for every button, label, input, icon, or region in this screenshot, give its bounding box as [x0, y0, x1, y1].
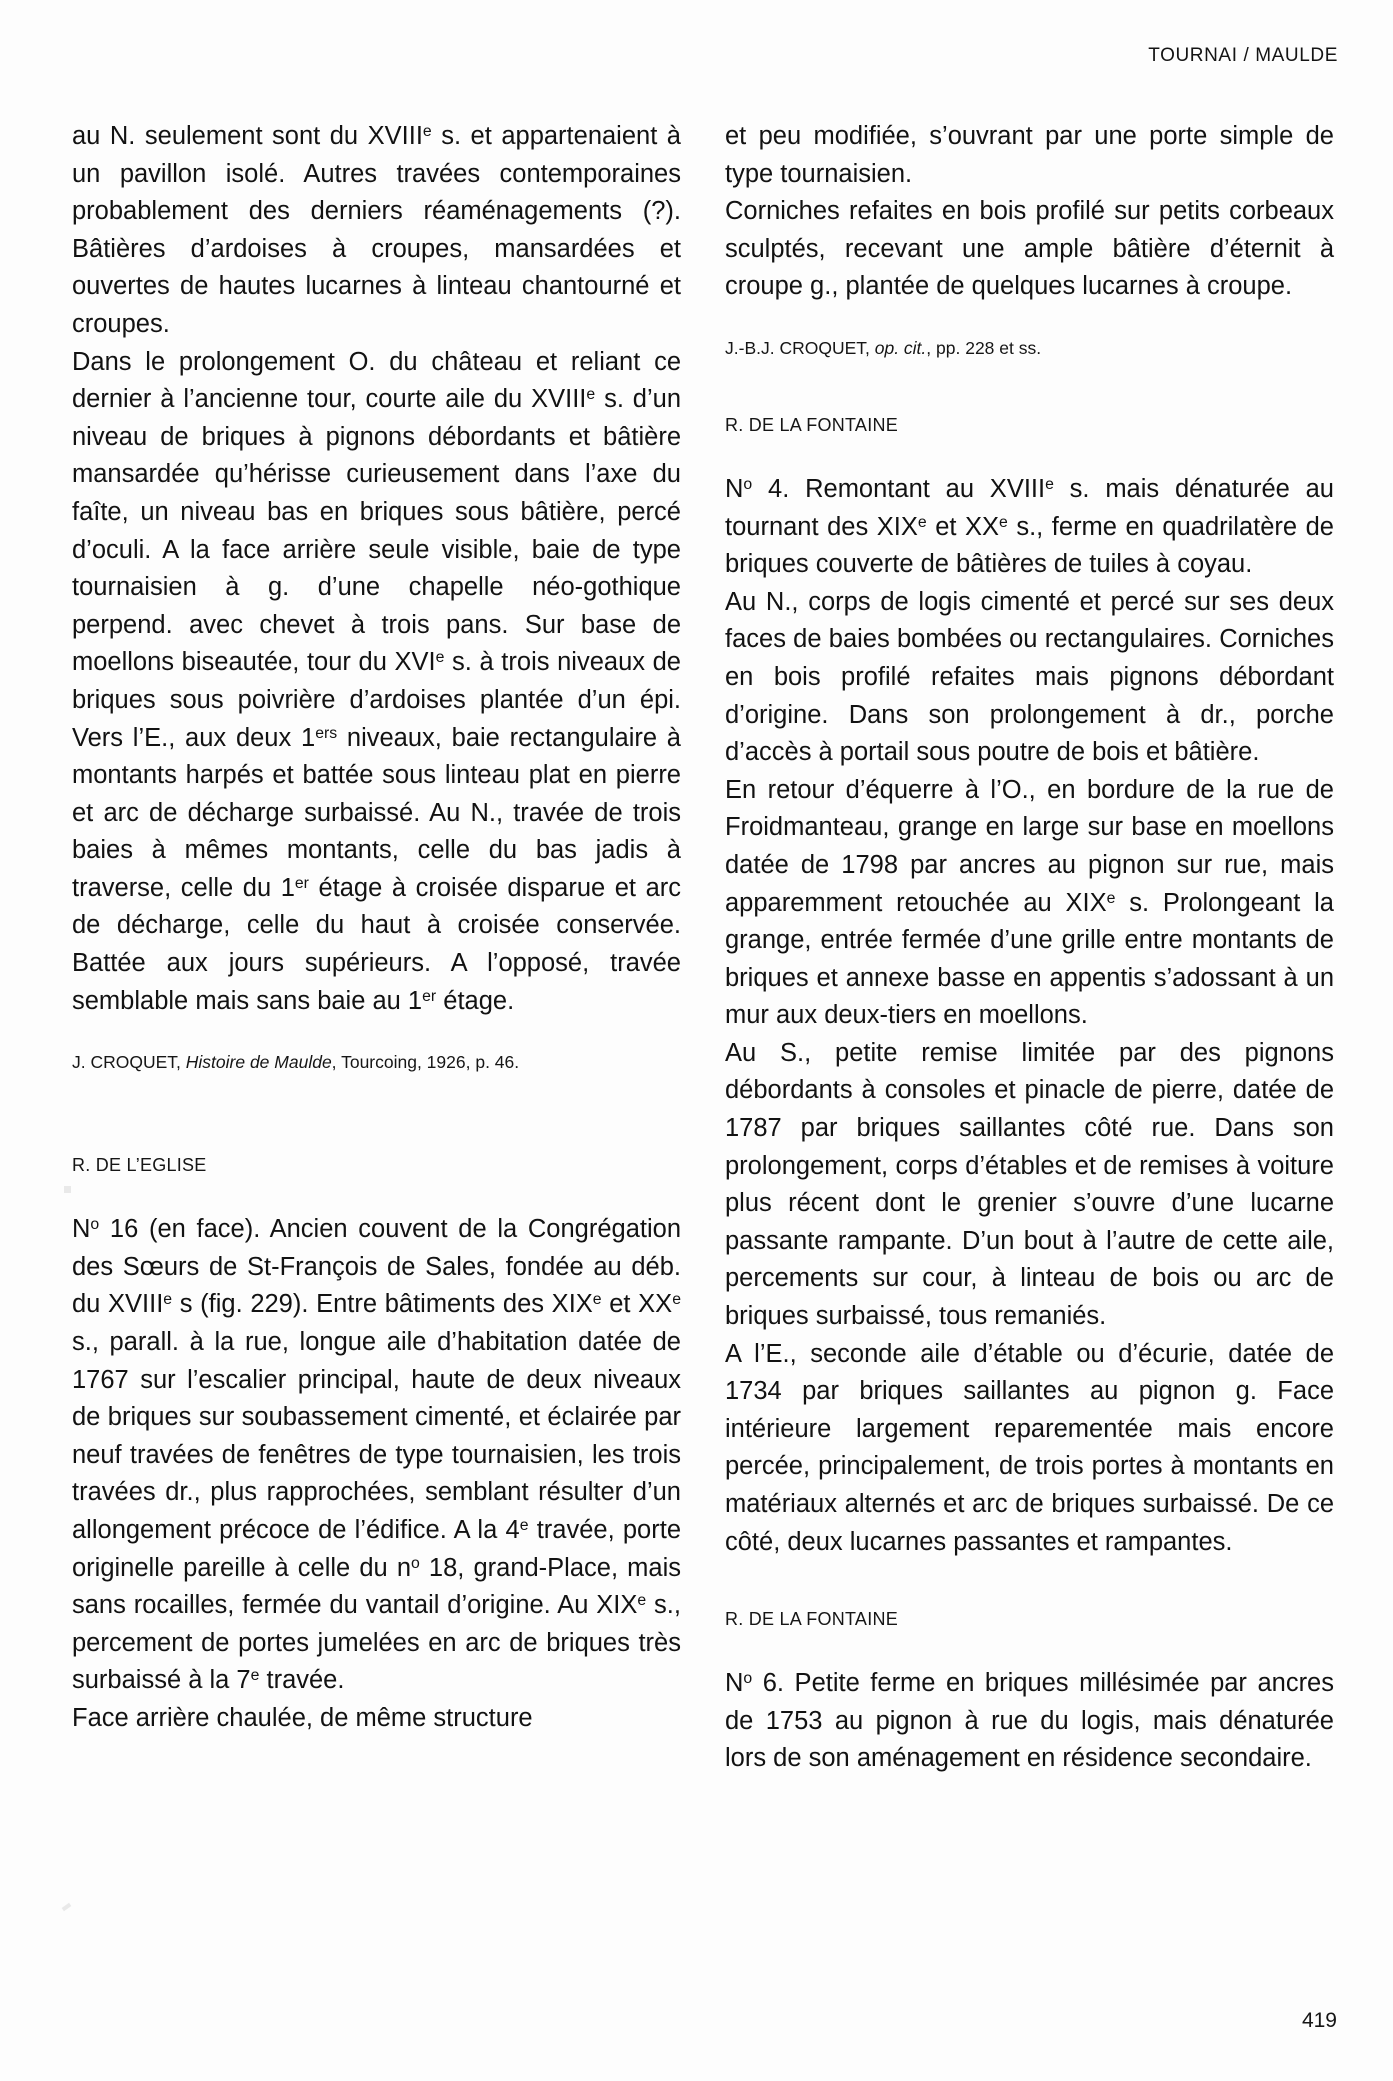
- scan-speckle: [64, 1186, 71, 1193]
- spacer: [725, 361, 1334, 387]
- paragraph: En retour d’équerre à l’O., en bordure de la rue de Froidmanteau, grange en large sur base en moellons datée de 1798 par ancres au pignon sur rue, mais apparemment retouchée au XIXe s. Prolongeant la grange, entrée fermée d’une grille entre montants de briques et annexe basse en appentis s’adossant à un mur aux deux-tiers en moellons.: [725, 775, 1334, 1030]
- spacer: [72, 1177, 681, 1211]
- street-heading: R. DE LA FONTAINE: [725, 1609, 898, 1630]
- spacer: [725, 1631, 1334, 1665]
- spacer: [725, 306, 1334, 336]
- spacer: [725, 437, 1334, 471]
- spacer: [72, 1075, 681, 1153]
- left-column: [72, 118, 681, 1778]
- page-number: 419: [1301, 2009, 1337, 2032]
- scan-speckle: [62, 1903, 72, 1911]
- source-citation: J.-B.J. CROQUET, op. cit., pp. 228 et ss.: [725, 337, 1042, 358]
- paragraph: et peu modifiée, s’ouvrant par une porte simple de type tournaisien.: [725, 122, 1334, 188]
- paragraph: A l’E., seconde aile d’étable ou d’écurie, datée de 1734 par briques saillantes au pignon g. Face intérieure largement reparementée mais encore percée, principalement, de trois portes à montants en matériaux alternés et arc de briques surbaissé. De ce côté, deux lucarnes passantes et rampantes.: [725, 1339, 1334, 1556]
- spacer: [72, 1020, 681, 1050]
- paragraph: $N^o$ 4. Remontant au XVIIIe s. mais dénaturée au tournant des XIXe et XXe s., ferme en quadrilatère de briques couverte de bâtières de tuiles à coyau.: [725, 474, 1334, 579]
- street-heading: R. DE LA FONTAINE: [725, 414, 898, 435]
- paragraph: Au S., petite remise limitée par des pignons débordants à consoles et pinacle de pierre, datée de 1787 par briques saillantes côté rue. Dans son prolongement, corps d’étables et de remises à voiture plus récent dont le grenier s’ouvre d’une lucarne passante rampante. D’un bout à l’autre de cette aile, percements sur cour, à linteau de bois ou arc de briques surbaissé, tous remaniés.: [725, 1038, 1334, 1331]
- paragraph: Au N., corps de logis cimenté et percé sur ses deux faces de baies bombées ou rectangulaires. Corniches en bois profilé refaites mais pignons débordant d’origine. Dans son prolongement à dr., porche d’accès à portail sous poutre de bois et bâtière.: [725, 587, 1334, 767]
- paragraph: au N. seulement sont du XVIIIe s. et appartenaient à un pavillon isolé. Autres travées contemporaines probablement des derniers réaménagements (?). Bâtières d’ardoises à croupes, mansardées et ouvertes de hautes lucarnes à linteau chantourné et croupes.: [72, 122, 681, 338]
- spacer: [725, 387, 1334, 413]
- two-column-body: [72, 118, 1334, 1778]
- paragraph: $N^o$ 6. Petite ferme en briques millésimée par ancres de 1753 au pignon à rue du logis, mais dénaturée lors de son aménagement en résidence secondaire.: [725, 1669, 1334, 1773]
- paragraph: Face arrière chaulée, de même structure: [72, 1703, 533, 1732]
- running-head: TOURNAI / MAULDE: [1148, 45, 1338, 66]
- source-citation: J. CROQUET, Histoire de Maulde, Tourcoing, 1926, p. 46.: [72, 1052, 520, 1073]
- paragraph: $N^o$ 16 (en face). Ancien couvent de la Congrégation des Sœurs de St-François de Sales, fondée au déb. du XVIIIe s (fig. 229). Entre bâtiments des XIXe et XXe s., parall. à la rue, longue aile d’habitation datée de 1767 sur l’escalier principal, haute de deux niveaux de briques sur soubassement cimenté, et éclairée par neuf travées de fenêtres de type tournaisien, les trois travées dr., plus rapprochées, semblant résulter d’un allongement précoce de l’édifice. A la 4e travée, porte originelle pareille à celle du $n^o$ 18, grand-Place, mais sans rocailles, fermée du vantail d’origine. Au XIXe s., percement de portes jumelées en arc de briques très surbaissé à la 7e travée.: [72, 1215, 682, 1695]
- paragraph: Corniches refaites en bois profilé sur petits corbeaux sculptés, recevant une ample bâtière d’éternit à croupe g., plantée de quelques lucarnes à croupe.: [725, 197, 1334, 301]
- right-column: [725, 118, 1334, 1778]
- street-heading: R. DE L’EGLISE: [72, 1155, 207, 1176]
- spacer: [725, 1561, 1334, 1607]
- paragraph: Dans le prolongement O. du château et reliant ce dernier à l’ancienne tour, courte aile du XVIIIe s. d’un niveau de briques à pignons débordants et bâtière mansardée qu’hérisse curieusement dans l’axe du faîte, un niveau bas en briques sous bâtière, percé d’oculi. A la face arrière seule visible, baie de type tournaisien à g. d’une chapelle néo-gothique perpend. avec chevet à trois pans. Sur base de moellons biseautée, tour du XVIe s. à trois niveaux de briques sous poivrière d’ardoises plantée d’un épi. Vers l’E., aux deux 1ers niveaux, baie rectangulaire à montants harpés et battée sous linteau plat en pierre et arc de décharge surbaissé. Au N., travée de trois baies à mêmes montants, celle du bas jadis à traverse, celle du 1er étage à croisée disparue et arc de décharge, celle du haut à croisée conservée. Battée aux jours supérieurs. A l’opposé, travée semblable mais sans baie au 1er étage.: [72, 347, 681, 1015]
